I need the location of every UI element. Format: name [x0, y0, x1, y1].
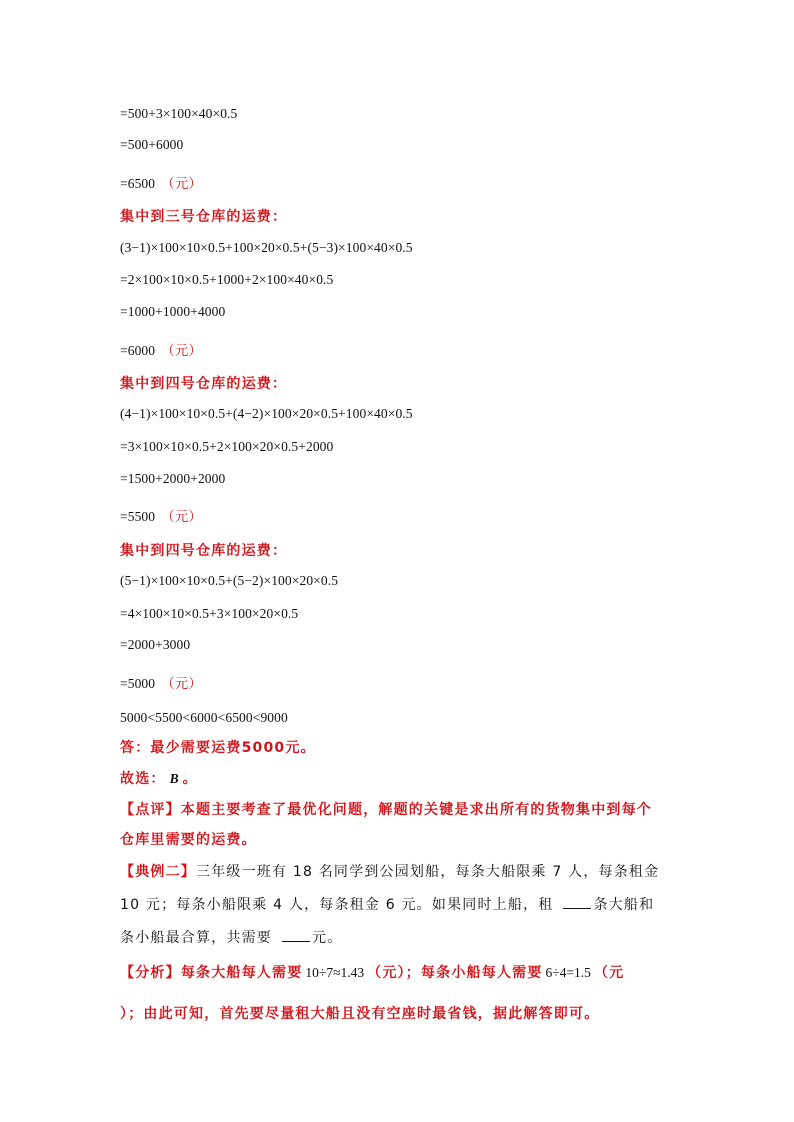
comment-line: 仓库里需要的运费。 [120, 832, 257, 848]
example-text: 条小船最合算，共需要 [120, 930, 272, 946]
analysis-tag: 【分析】 [120, 965, 181, 981]
analysis-text: （元 [593, 965, 625, 981]
calc-line: (5−1)×100×10×0.5+(5−2)×100×20×0.5 [120, 573, 339, 588]
calc-line: =1000+1000+4000 [120, 304, 226, 319]
analysis-line [120, 962, 624, 982]
choice-value: B [169, 771, 179, 786]
calc-line: =500+3×100×40×0.5 [120, 106, 238, 121]
unit-label: （元） [161, 676, 202, 692]
analysis-line: ）；由此可知，首先要尽量租大船且没有空座时最省钱，据此解答即可。 [120, 1006, 600, 1022]
choice-line [120, 768, 198, 788]
comparison-line: 5000<5500<6000<6500<9000 [120, 710, 288, 725]
calc-result-line [120, 339, 202, 359]
calc-line: =4×100×10×0.5+3×100×20×0.5 [120, 606, 299, 621]
example-line [120, 894, 654, 914]
calc-line: =500+6000 [120, 137, 184, 152]
calc-line: (3−1)×100×10×0.5+100×20×0.5+(5−3)×100×40×0.5 [120, 240, 413, 255]
calc-result-line [120, 672, 202, 692]
unit-label: （元） [161, 343, 202, 359]
calc-line: =1500+2000+2000 [120, 471, 226, 486]
calc-result: =6500 [120, 176, 156, 191]
example-text: 元。 [312, 930, 343, 946]
calc-result-line [120, 172, 202, 192]
answer-blank [282, 929, 310, 942]
comment-line: 【点评】本题主要考查了最优化问题，解题的关键是求出所有的货物集中到每个 [120, 802, 652, 818]
answer-line: 答：最少需要运费5000元。 [120, 740, 316, 756]
calc-result: =5500 [120, 509, 156, 524]
section-heading: 集中到四号仓库的运费： [120, 376, 288, 392]
example-tag: 【典例二】 [120, 864, 196, 880]
example-text: 10 元；每条小船限乘 4 人，每条租金 6 元。如果同时上船，租 [120, 897, 554, 913]
choice-prefix: 故选： [120, 771, 166, 787]
unit-label: （元） [161, 176, 202, 192]
example-line [120, 861, 659, 881]
calc-result-line [120, 505, 202, 525]
calc-result: =5000 [120, 676, 156, 691]
calc-line: =3×100×10×0.5+2×100×20×0.5+2000 [120, 439, 334, 454]
calc-line: (4−1)×100×10×0.5+(4−2)×100×20×0.5+100×40×0.5 [120, 406, 413, 421]
analysis-math: 6÷4=1.5 [545, 965, 591, 980]
calc-line: =2×100×10×0.5+1000+2×100×40×0.5 [120, 272, 334, 287]
calc-line: =2000+3000 [120, 637, 191, 652]
unit-label: （元） [161, 509, 202, 525]
calc-result: =6000 [120, 343, 156, 358]
example-line [120, 927, 342, 947]
answer-blank [563, 896, 591, 909]
example-text: 三年级一班有 18 名同学到公园划船，每条大船限乘 7 人，每条租金 [196, 864, 660, 880]
section-heading: 集中到三号仓库的运费： [120, 209, 288, 225]
example-text: 条大船和 [593, 897, 655, 913]
analysis-text: （元）；每条小船每人需要 [367, 965, 543, 981]
analysis-text: 每条大船每人需要 [180, 965, 303, 981]
analysis-math: 10÷7≈1.43 [305, 965, 365, 980]
choice-suffix: 。 [182, 771, 198, 787]
section-heading: 集中到四号仓库的运费： [120, 543, 288, 559]
